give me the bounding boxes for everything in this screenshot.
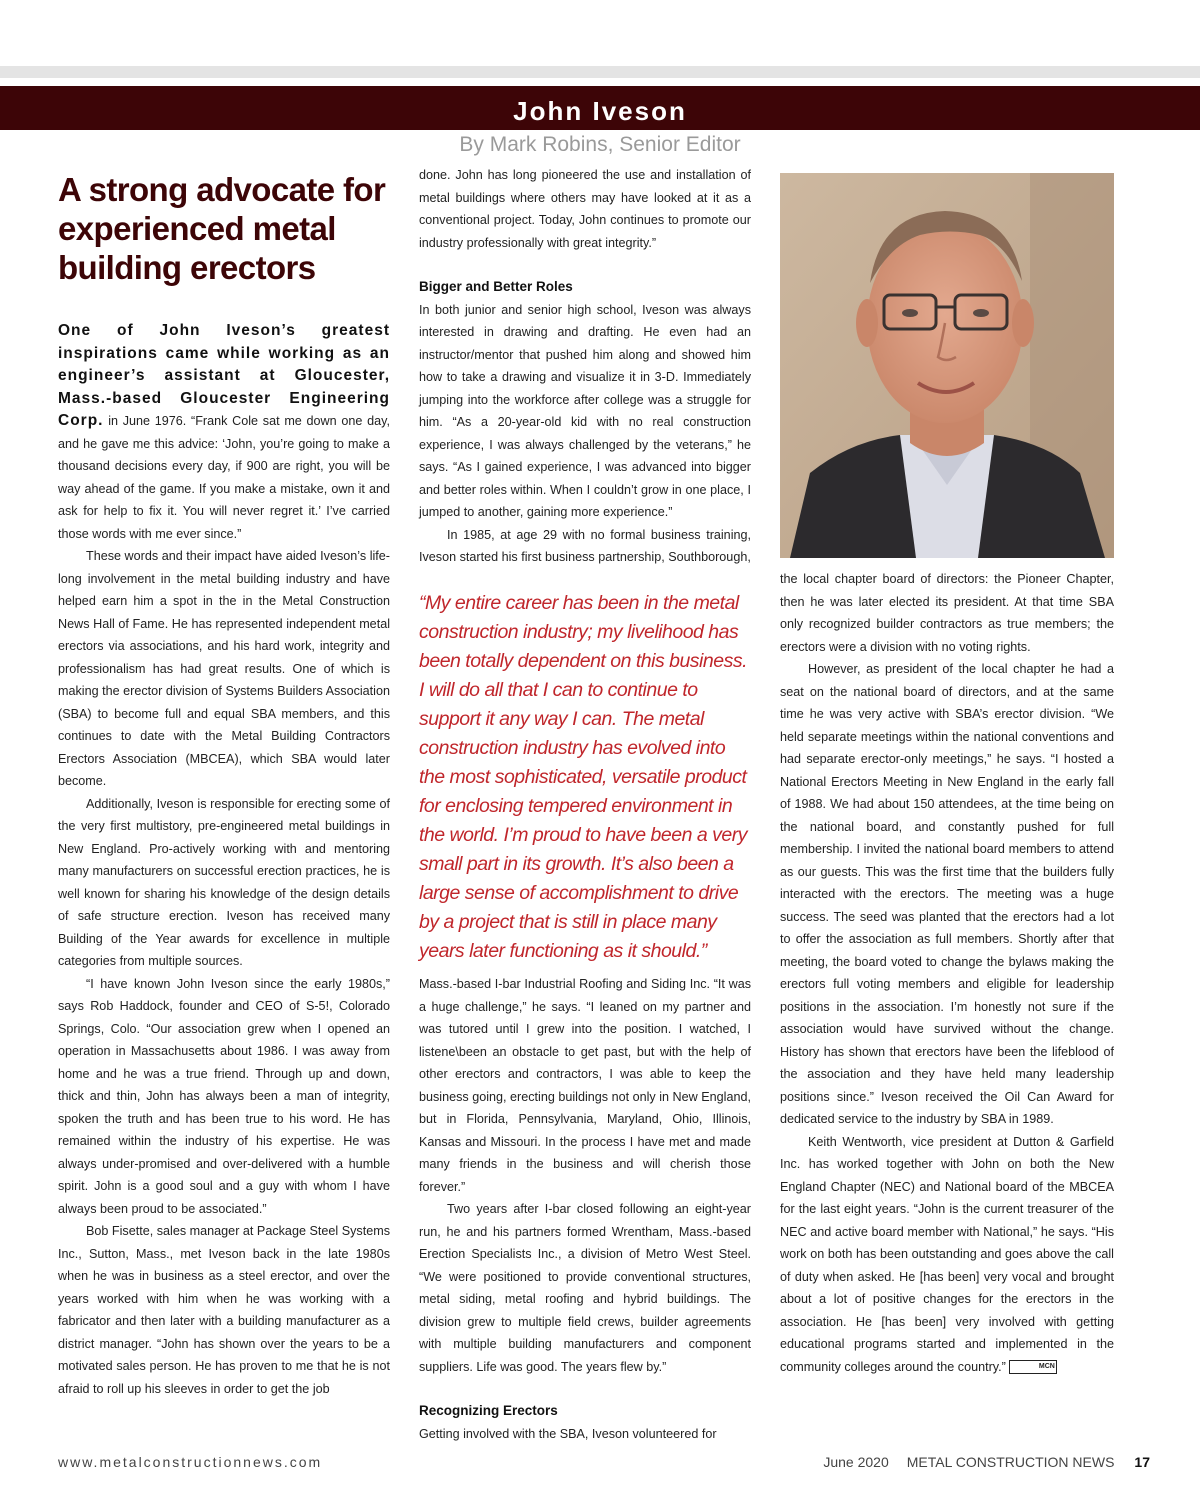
column-1 xyxy=(58,320,390,1400)
paragraph: In 1985, at age 29 with no formal business training, Iveson started his first business partnership, Southborough, xyxy=(419,527,751,564)
subhead: Bigger and Better Roles xyxy=(419,279,573,294)
top-rule xyxy=(0,66,1200,78)
paragraph: However, as president of the local chapter he had a seat on the national board of directors, and at the same time he was very active with SBA’s erector division. “We held separate meetings within the national conventions and had separate erector-only meetings,” he says. “I hosted a National Erectors Meeting in New England in the early fall of 1988. We had about 150 attendees, at the time being on the national board, and constantly pushed for full membership. I invited the national board members to attend as our guests. This was the first time that the builders fully interacted with the erectors. The meeting was a huge success. The seed was planted that the erectors had a lot to offer the association as full members. Shortly after that meeting, the board voted to change the bylaws making the erectors full voting members and eligible for leadership positions in the association. I’m honestly not sure if the association would have survived without the change. History has shown that erectors have been the lifeblood of the association and they have held many leadership positions since.” Iveson received the Oil Can Award for dedicated service to the industry by SBA in 1989. xyxy=(780,662,1114,1126)
lead-in: One of John Iveson’s greatest inspirations came while working as an engineer’s assistant at Gloucester, Mass.-based Gloucester Engineering Corp. xyxy=(58,322,390,429)
byline: By Mark Robins, Senior Editor xyxy=(459,133,741,156)
paragraph: Getting involved with the SBA, Iveson volunteered for xyxy=(419,1426,717,1441)
article-title: John Iveson xyxy=(513,96,687,126)
portrait-photo xyxy=(780,173,1114,558)
pull-quote: “My entire career has been in the metal construction industry; my livelihood has been totally dependent on this business. I will do all that I can to continue to support it any way I can. The metal construction industry has evolved into the most sophisticated, versatile product for enclosing tempered environment in the world. I’m proud to have been a very small part in its growth. It’s also been a large sense of accomplishment to drive by a project that is still in place many years later functioning as it should.” xyxy=(419,592,748,962)
paragraph: the local chapter board of directors: the Pioneer Chapter, then he was later elected its president. At that time SBA only recognized builder contractors as true members; the erectors were a division with no voting rights. xyxy=(780,572,1114,654)
paragraph: These words and their impact have aided Iveson’s life-long involvement in the metal building industry and have helped earn him a spot in the in the Metal Construction News Hall of Fame. He has represented independent metal erectors via associations, and his hard work, integrity and professionalism has had great results. One of which is making the erector division of Systems Builders Association (SBA) to become full and equal SBA members, and this continues to date with the Metal Building Contractors Erectors Association (MBCEA), which SBA would later become. xyxy=(58,549,390,788)
paragraph xyxy=(58,320,390,545)
paragraph: done. John has long pioneered the use and installation of metal buildings where others may have looked at it as a conventional project. Today, John continues to promote our industry professionally with great integrity.” xyxy=(419,168,751,250)
footer-info xyxy=(823,1454,1150,1470)
footer-url: www.metalconstructionnews.com xyxy=(58,1454,323,1470)
column-3 xyxy=(780,568,1114,1378)
paragraph: Bob Fisette, sales manager at Package Steel Systems Inc., Sutton, Mass., met Iveson back in the late 1980s when he was in business as a steel erector, and over the years worked with him when he was working with a fabricator and then later with a building manufacturer as a district manager. “John has shown over the years to be a motivated sales person. He has proven to me that he is not afraid to roll up his sleeves in order to get the job xyxy=(58,1224,390,1396)
end-mark-logo: MCN xyxy=(1009,1360,1057,1374)
publication-name: METAL CONSTRUCTION NEWS xyxy=(906,1454,1115,1470)
paragraph: Two years after I-bar closed following an eight-year run, he and his partners formed Wrentham, Mass.-based Erection Specialists Inc., a division of Metro West Steel. “We were positioned to provide conventional structures, metal siding, metal roofing and hybrid buildings. The division grew to multiple field crews, builder agreements with multiple building manufacturers and component suppliers. Life was good. The years flew by.” xyxy=(419,1202,751,1374)
subhead: Recognizing Erectors xyxy=(419,1403,558,1418)
paragraph: Mass.-based I-bar Industrial Roofing and Siding Inc. “It was a huge challenge,” he says. “I leaned on my partner and was tutored until I grew into the position. I watched, I listene\been an obstacle to get past, but with the help of other erectors and contractors, I was able to keep the business going, erecting buildings not only in New England, but in Florida, Pennsylvania, Maryland, Ohio, Illinois, Kansas and Missouri. In the process I have met and made many friends in the business and will cherish those forever.” xyxy=(419,977,751,1194)
paragraph xyxy=(780,1131,1114,1379)
lead-rest: in June 1976. “Frank Cole sat me down one day, and he gave me this advice: ‘John, you’re going to make a thousand decisions every day, if 900 are right, you will be way ahead of the game. If you make a mistake, own it and ask for help to fix it. You will never regret it.’ I’ve carried those words with me ever since.” xyxy=(58,414,390,541)
column-2-bottom xyxy=(419,973,751,1445)
paragraph: In both junior and senior high school, Iveson was always interested in drawing and drafting. He even had an instructor/mentor that pushed him along and showed him how to take a drawing and visualize it in 3-D. Immediately jumping into the workforce after college was a struggle for him. “As a 20-year-old kid with no real construction experience, I was always challenged by the veterans,” he says. “As I gained experience, I was advanced into bigger and better roles within. When I couldn’t grow in one place, I jumped to another, gaining more experience.” xyxy=(419,302,751,519)
paragraph: “I have known John Iveson since the early 1980s,” says Rob Haddock, founder and CEO of S-5!, Colorado Springs, Colo. “Our association grew when I opened an operation in Massachusetts about 1986. I was away from home and he was a true friend. Through up and down, thick and thin, John has always been a man of integrity, spoken the truth and has been true to his word. He has remained within the industry of his expertise. He was always under-promised and over-delivered with a humble spirit. John is a good soul and a guy with whom I have always been proud to be associated.” xyxy=(58,976,390,1216)
paragraph-text: Keith Wentworth, vice president at Dutton & Garfield Inc. has worked together with John on both the New England Chapter (NEC) and National board of the MBCEA for the last eight years. “John is the current treasurer of the NEC and active board member with National,” he says. “His work on both has been outstanding and goes above the call of duty when asked. He [has been] very vocal and brought about a lot of positive changes for the erectors in the association. He [has been] very involved with getting educational programs started and implemented in the community colleges around the country.” xyxy=(780,1134,1114,1374)
headline: A strong advocate for experienced metal building erectors xyxy=(58,171,386,286)
paragraph: Additionally, Iveson is responsible for erecting some of the very first multistory, pre-engineered metal buildings in New England. Pro-actively working with and mentoring many manufacturers on successful erection practices, he is well known for sharing his knowledge of the design details of safe structure erection. Iveson has received many Building of the Year awards for excellence in multiple categories from multiple sources. xyxy=(58,796,390,968)
page-number: 17 xyxy=(1134,1454,1150,1470)
issue-date: June 2020 xyxy=(823,1454,889,1470)
column-2-top xyxy=(419,164,751,569)
